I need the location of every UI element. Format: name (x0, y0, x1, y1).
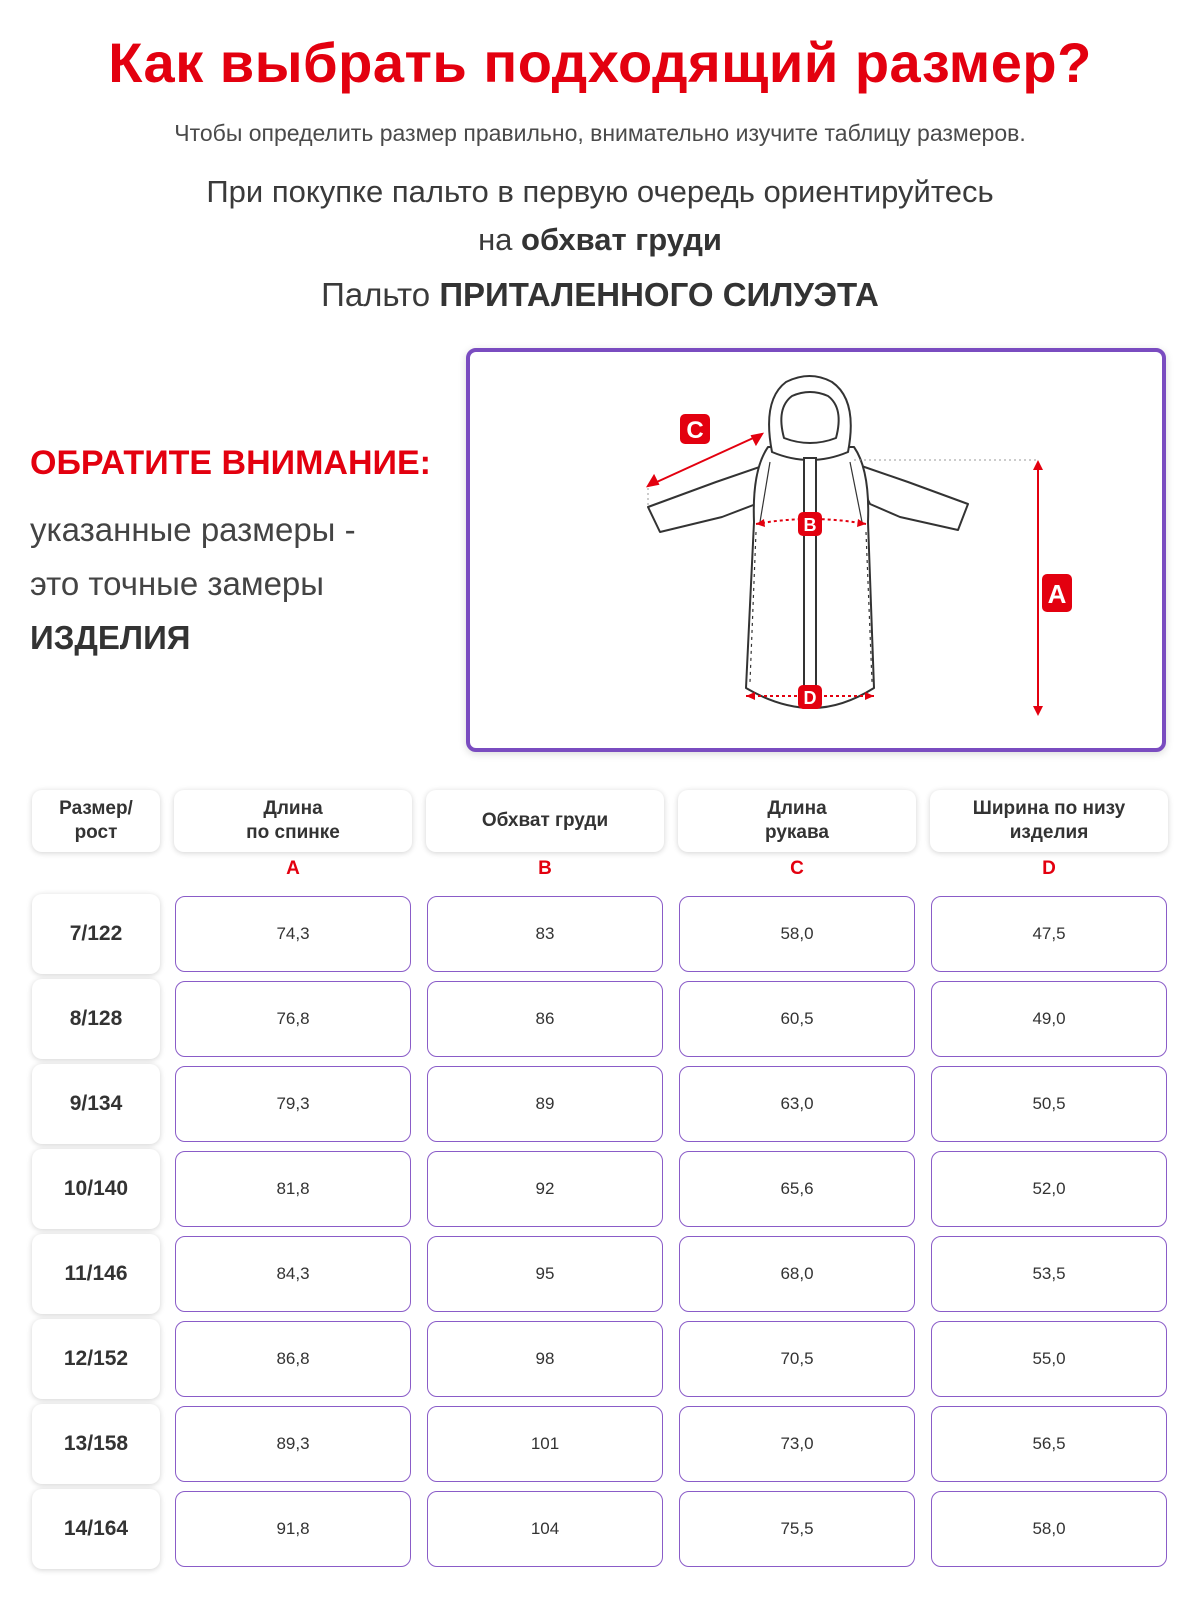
fit-prefix: Пальто (321, 276, 440, 313)
value-cell: 101 (427, 1406, 663, 1482)
value-cell: 58,0 (931, 1491, 1167, 1567)
value-cell: 58,0 (679, 896, 915, 972)
size-cell: 10/140 (32, 1149, 160, 1229)
column-letter-d: D (1042, 858, 1056, 879)
value-cell: 55,0 (931, 1321, 1167, 1397)
value-cell: 63,0 (679, 1066, 915, 1142)
size-cell: 13/158 (32, 1404, 160, 1484)
value-cell: 70,5 (679, 1321, 915, 1397)
size-cell: 11/146 (32, 1234, 160, 1314)
notice-line-3: ИЗДЕЛИЯ (30, 619, 191, 656)
value-cell: 84,3 (175, 1236, 411, 1312)
header-hem-width (930, 790, 1168, 852)
size-cell: 14/164 (32, 1489, 160, 1569)
coat-diagram (466, 348, 1166, 752)
header-sleeve-label: Длина рукава (765, 798, 829, 843)
value-cell: 89 (427, 1066, 663, 1142)
value-cell: 68,0 (679, 1236, 915, 1312)
header-size (32, 790, 160, 852)
value-cell: 47,5 (931, 896, 1167, 972)
value-cell: 83 (427, 896, 663, 972)
value-cell: 73,0 (679, 1406, 915, 1482)
lead-line-2 (0, 216, 1200, 264)
header-size-label: Размер/ рост (59, 798, 133, 843)
value-cell: 95 (427, 1236, 663, 1312)
value-cell: 89,3 (175, 1406, 411, 1482)
header-back-length-label: Длина по спинке (246, 798, 340, 843)
value-cell: 91,8 (175, 1491, 411, 1567)
header-back-length (174, 790, 412, 852)
label-d: D (803, 688, 817, 708)
zipper (804, 458, 816, 696)
lead-line-1: При покупке пальто в первую очередь ориентируйтесь (206, 174, 994, 209)
value-cell: 104 (427, 1491, 663, 1567)
notice-line-2: это точные замеры (30, 565, 325, 602)
value-cell: 75,5 (679, 1491, 915, 1567)
fit-bold: ПРИТАЛЕННОГО СИЛУЭТА (439, 276, 879, 313)
header-chest (426, 790, 664, 852)
value-cell: 53,5 (931, 1236, 1167, 1312)
lead-line-2-prefix: на (478, 222, 522, 257)
notice-block (30, 444, 450, 665)
column-letter-a: A (286, 858, 300, 879)
header-chest-label: Обхват груди (481, 810, 609, 831)
fit-text (0, 276, 1200, 314)
value-cell: 79,3 (175, 1066, 411, 1142)
value-cell: 98 (427, 1321, 663, 1397)
value-cell: 74,3 (175, 896, 411, 972)
label-a: A (1047, 579, 1067, 609)
lead-line-2-bold: обхват груди (521, 222, 722, 257)
column-letter-b: B (538, 858, 552, 879)
label-b: B (803, 515, 817, 535)
label-c: C (686, 417, 704, 444)
column-letter-c: C (790, 858, 804, 879)
value-cell: 65,6 (679, 1151, 915, 1227)
lead-text (0, 168, 1200, 264)
value-cell: 92 (427, 1151, 663, 1227)
value-cell: 81,8 (175, 1151, 411, 1227)
value-cell: 50,5 (931, 1066, 1167, 1142)
value-cell: 60,5 (679, 981, 915, 1057)
value-cell: 86,8 (175, 1321, 411, 1397)
size-cell: 9/134 (32, 1064, 160, 1144)
notice-heading: ОБРАТИТЕ ВНИМАНИЕ: (30, 444, 431, 482)
header-sleeve (678, 790, 916, 852)
notice-line-1: указанные размеры - (30, 511, 356, 548)
size-cell: 7/122 (32, 894, 160, 974)
page-title: Как выбрать подходящий размер? (108, 31, 1092, 94)
hood-opening (781, 392, 838, 443)
size-cell: 8/128 (32, 979, 160, 1059)
coat-illustration (470, 352, 1162, 748)
value-cell: 76,8 (175, 981, 411, 1057)
header-hem-width-label: Ширина по низу изделия (972, 798, 1126, 843)
value-cell: 49,0 (931, 981, 1167, 1057)
value-cell: 52,0 (931, 1151, 1167, 1227)
size-cell: 12/152 (32, 1319, 160, 1399)
page-subtitle: Чтобы определить размер правильно, внимательно изучите таблицу размеров. (174, 120, 1026, 146)
value-cell: 86 (427, 981, 663, 1057)
value-cell: 56,5 (931, 1406, 1167, 1482)
